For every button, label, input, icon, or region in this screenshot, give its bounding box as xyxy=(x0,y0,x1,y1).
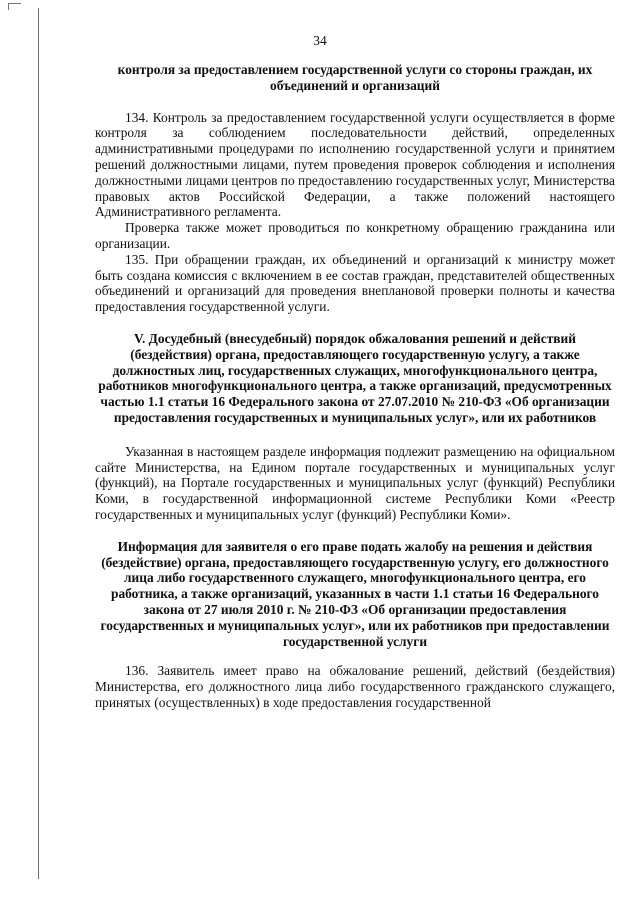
document-body xyxy=(95,62,615,711)
section-v-heading: V. Досудебный (внесудебный) порядок обжалования решений и действий (бездействия) органа, предоставляющего государственную услугу, а также должностных лиц, государственных служащих, многофункционального центра, работников многофункционального центра, а также организаций, предусмотренных частью 1.1 статьи 16 Федерального закона от 27.07.2010 № 210-ФЗ «Об организации предоставления государственных и муниципальных услуг», или их работников xyxy=(98,330,612,425)
paragraph-136: 136. Заявитель имеет право на обжалование решений, действий (бездействия) Министерства, его должностного лица либо государственного гражданского служащего, принятых (осуществленных) в ходе предоставления государственной xyxy=(95,663,615,710)
paragraph-134: 134. Контроль за предоставлением государственной услуги осуществляется в форме контроля за соблюдением последовательности действий, определенных административными процедурами по исполнению государственной услуги и принятием решений должностными лицами, путем проведения проверок соблюдения и исполнения должностными лицами центров по предоставлению государственных услуг, Министерства правовых актов Российской Федерации, а также положений настоящего Административного регламента. xyxy=(95,109,615,220)
scan-left-border xyxy=(38,8,39,879)
paragraph-section-v-info: Указанная в настоящем разделе информация подлежит размещению на официальном сайте Министерства, на Едином портале государственных и муниципальных услуг (функций), на Портале государственных и муниципальных услуг (функций) Республики Коми, в государственной информационной системе Республики Коми «Реестр государственных и муниципальных услуг (функций) Республики Коми». xyxy=(95,443,615,522)
page-number: 34 xyxy=(313,33,327,48)
paragraph-inspection: Проверка также может проводиться по конкретному обращению гражданина или организации. xyxy=(95,220,615,251)
info-for-applicant-heading: Информация для заявителя о его праве подать жалобу на решения и действия (бездействие) органа, предоставляющего государственную услугу, его должностного лица либо государственного служащего, многофункционального центра, его работника, а также организаций, указанных в части 1.1 статьи 16 Федерального закона от 27 июля 2010 г. № 210-ФЗ «Об организации предоставления государственных и муниципальных услуг», или их работников при предоставлении государственной услуги xyxy=(100,538,610,649)
scan-corner-mark xyxy=(8,3,21,10)
section-heading-control: контроля за предоставлением государственной услуги со стороны граждан, их объединений и организаций xyxy=(117,62,593,93)
paragraph-135: 135. При обращении граждан, их объединений и организаций к министру может быть создана комиссия с включением в ее состав граждан, представителей общественных объединений и организаций для проведения внеплановой проверки полноты и качества предоставления государственной услуги. xyxy=(95,251,615,315)
